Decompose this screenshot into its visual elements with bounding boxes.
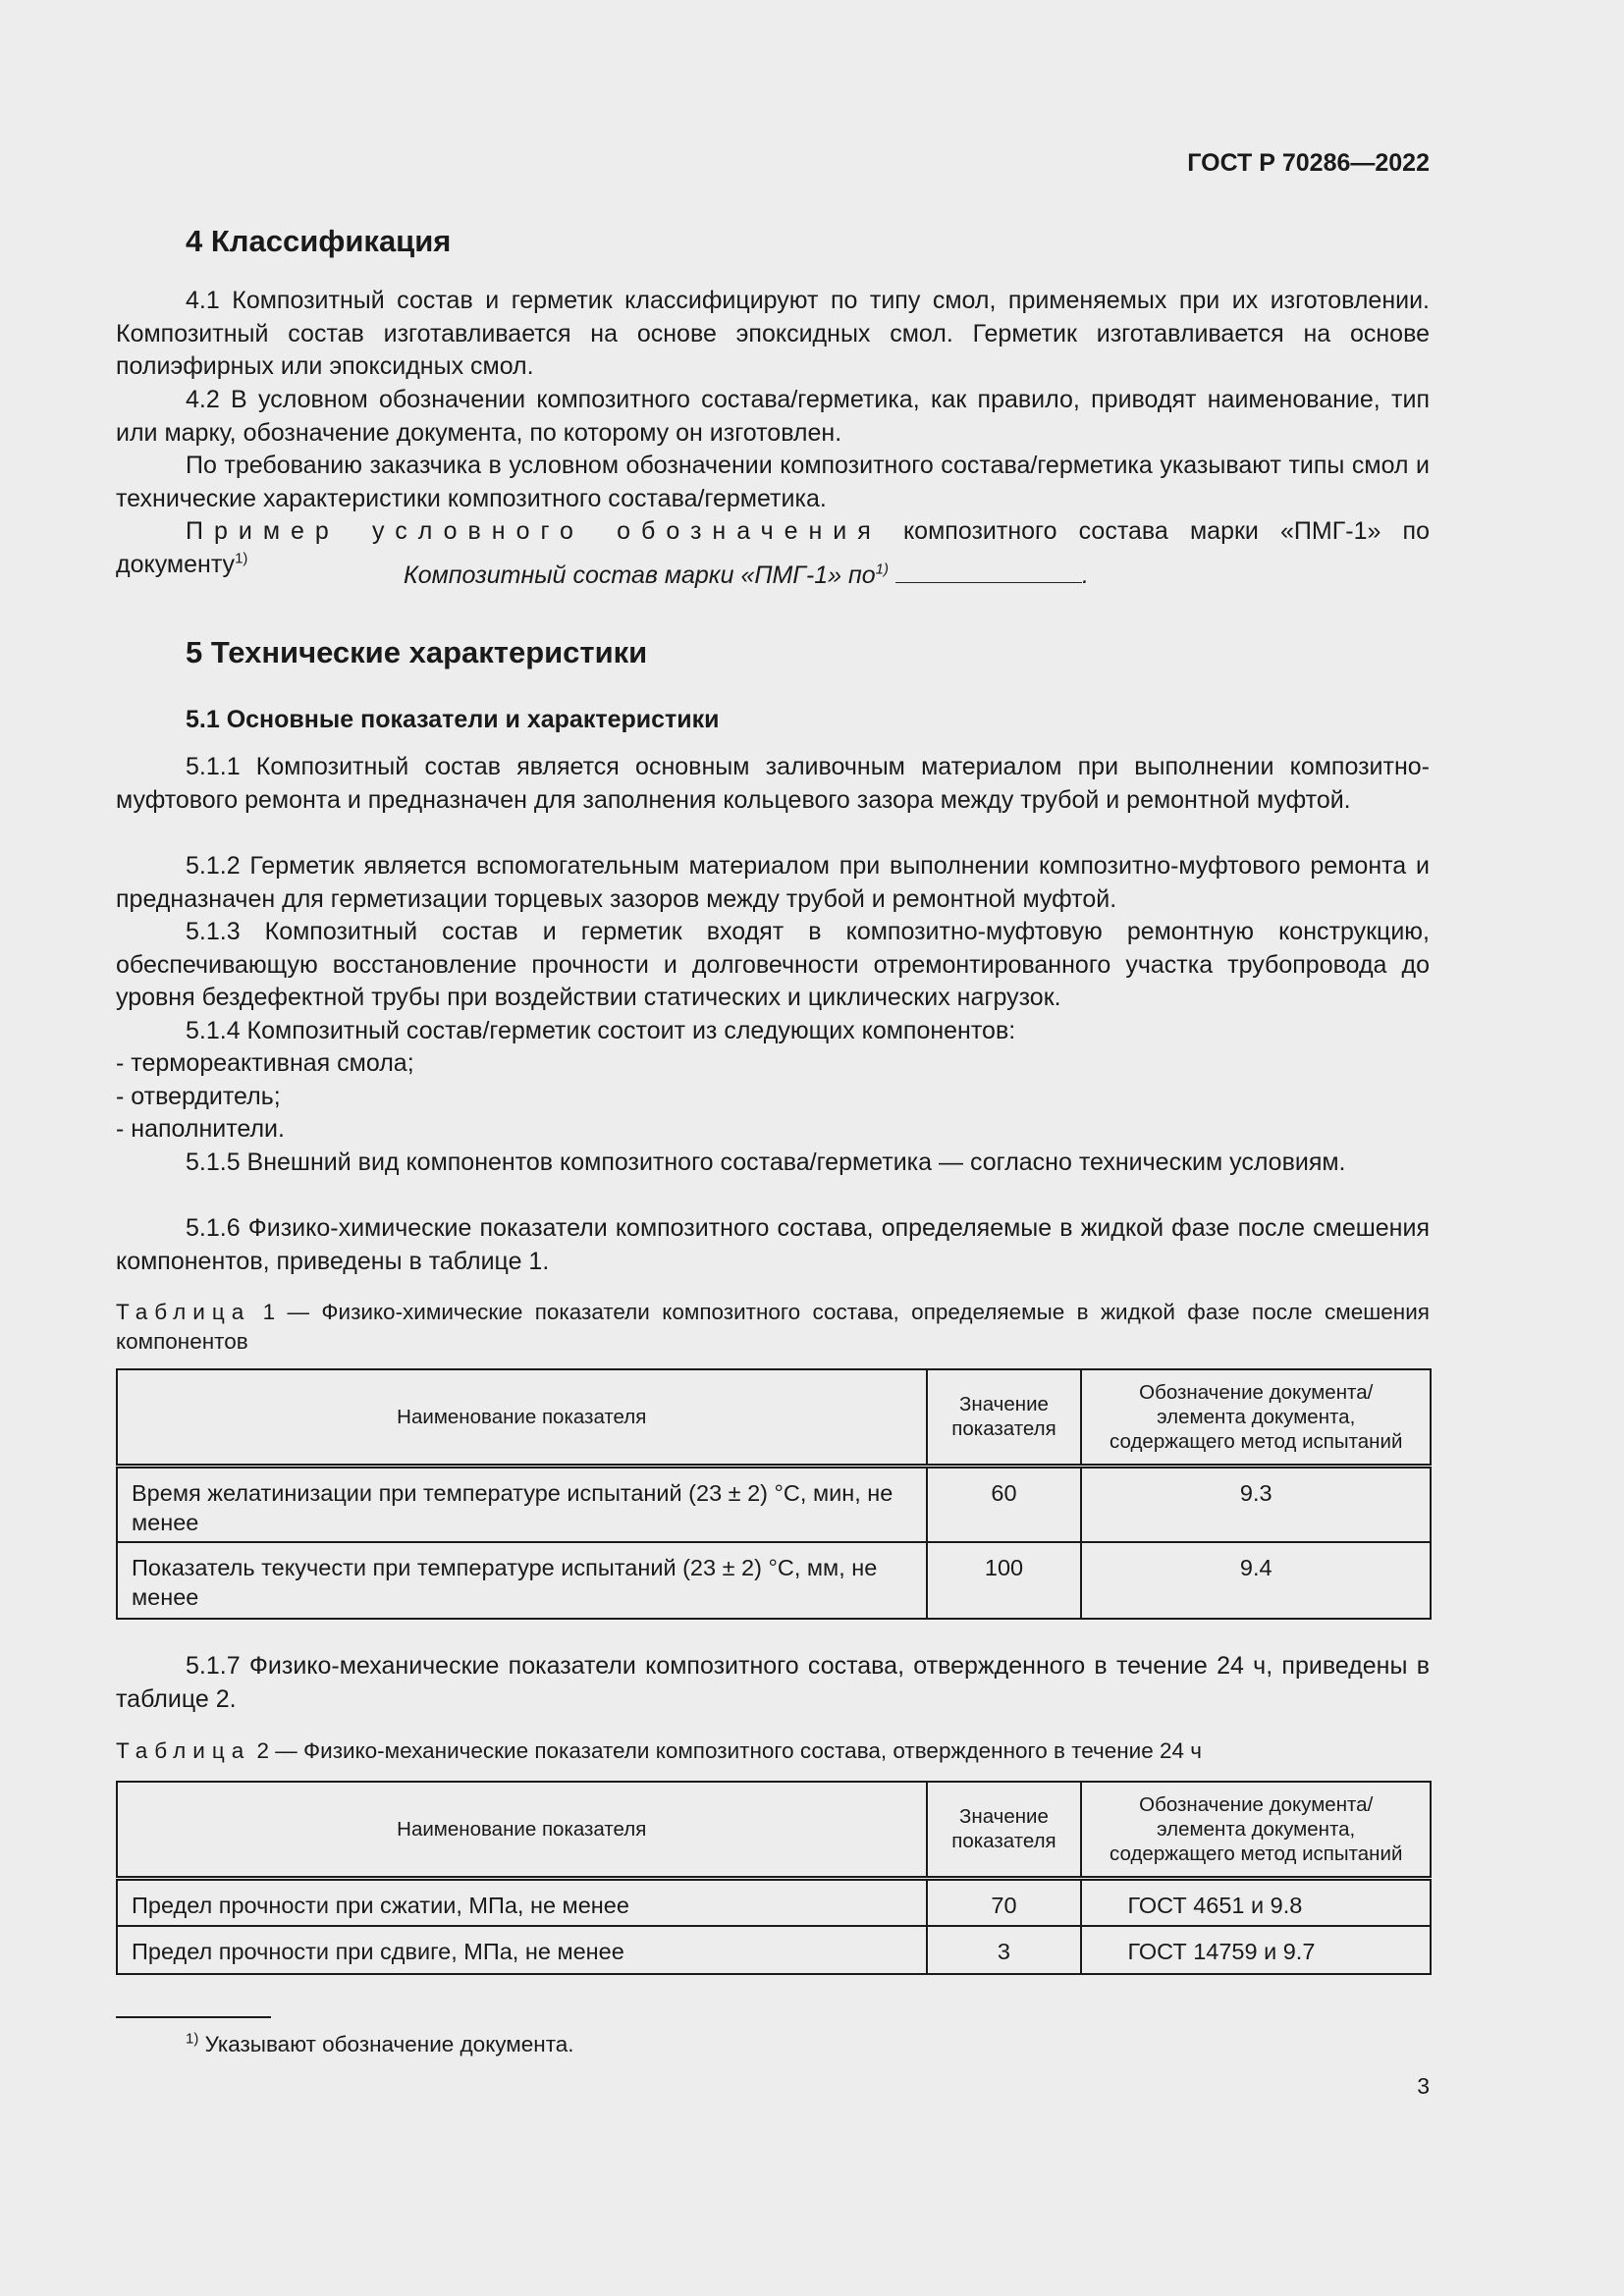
table-cell: 100 xyxy=(927,1542,1082,1619)
list-item: - термореактивная смола; xyxy=(116,1049,414,1077)
paragraph-5-1-6: 5.1.6 Физико-химические показатели композитного состава, определяемые в жидкой фазе после смешения компонентов, приведены в таблице 1. xyxy=(116,1214,1430,1275)
blank-line xyxy=(895,561,1082,583)
caption-label: Таблица xyxy=(116,1738,251,1763)
example-line-end: . xyxy=(1081,561,1089,589)
paragraph-4-1: 4.1 Композитный состав и герметик классифицируют по типу смол, применяемых при их изготовлении. Композитный состав изготавливается на основе эпоксидных смол. Герметик изготавливается на основе полиэфирных или эпоксидных смол. xyxy=(116,287,1430,380)
table-cell: Время желатинизации при температуре испытаний (23 ± 2) °С, мин, не менее xyxy=(117,1466,927,1542)
paragraph-5-1-5: 5.1.5 Внешний вид компонентов композитного состава/герметика — согласно техническим условиям. xyxy=(186,1148,1346,1176)
table-cell: ГОСТ 14759 и 9.7 xyxy=(1081,1926,1431,1974)
table-row xyxy=(117,1926,1431,1974)
table-cell: Предел прочности при сдвиге, МПа, не менее xyxy=(117,1926,927,1974)
column-header: Обозначение документа/ элемента документа, содержащего метод испытаний xyxy=(1081,1369,1431,1466)
section-4-title: 4 Классификация xyxy=(186,224,452,258)
footnote-separator xyxy=(116,2016,271,2018)
example-text: композитного состава марки «ПМГ-1» по документу xyxy=(116,517,1430,578)
caption-label: Таблица xyxy=(116,1300,251,1324)
paragraph-5-1-7: 5.1.7 Физико-механические показатели композитного состава, отвержденного в течение 24 ч, приведены в таблице 2. xyxy=(116,1652,1430,1713)
table-row xyxy=(117,1466,1431,1542)
page-number: 3 xyxy=(1417,2073,1430,2099)
footnote-mark: 1) xyxy=(186,2030,199,2048)
document-code: ГОСТ Р 70286—2022 xyxy=(1187,149,1430,177)
caption-text: 2 — Физико-механические показатели композитного состава, отвержденного в течение 24 ч xyxy=(256,1738,1203,1763)
column-header: Наименование показателя xyxy=(117,1369,927,1466)
footnote-ref: 1) xyxy=(875,561,889,578)
table-cell: ГОСТ 4651 и 9.8 xyxy=(1081,1878,1431,1926)
table-1-caption xyxy=(116,1298,1430,1357)
column-header: Обозначение документа/ элемента документа, содержащего метод испытаний xyxy=(1081,1782,1431,1878)
paragraph-5-1-4: 5.1.4 Композитный состав/герметик состоит из следующих компонентов: xyxy=(186,1017,1016,1044)
list-item: - наполнители. xyxy=(116,1115,285,1143)
column-header: Наименование показателя xyxy=(117,1782,927,1878)
table-2 xyxy=(116,1781,1432,1975)
footnote xyxy=(186,2032,574,2057)
table-row xyxy=(117,1542,1431,1619)
list-item: - отвердитель; xyxy=(116,1083,281,1110)
table-cell: 3 xyxy=(927,1926,1082,1974)
example-line-text: Композитный состав марки «ПМГ-1» по xyxy=(404,561,876,589)
table-cell: 9.4 xyxy=(1081,1542,1431,1619)
table-2-caption xyxy=(116,1736,1430,1766)
subsection-5-1-title: 5.1 Основные показатели и характеристики xyxy=(186,706,720,733)
caption-text: 1 — Физико-химические показатели композитного состава, определяемые в жидкой фазе после смешения компонентов xyxy=(116,1300,1430,1354)
paragraph-customer-request: По требованию заказчика в условном обозначении композитного состава/герметика указывают типы смол и технические характеристики композитного состава/герметика. xyxy=(116,452,1430,512)
table-cell: Предел прочности при сжатии, МПа, не менее xyxy=(117,1878,927,1926)
column-header: Значение показателя xyxy=(927,1369,1082,1466)
paragraph-5-1-1: 5.1.1 Композитный состав является основным заливочным материалом при выполнении композитно-муфтового ремонта и предназначен для заполнения кольцевого зазора между трубой и ремонтной муфтой. xyxy=(116,753,1430,814)
table-row xyxy=(117,1878,1431,1926)
table-cell: 9.3 xyxy=(1081,1466,1431,1542)
paragraph-5-1-2: 5.1.2 Герметик является вспомогательным материалом при выполнении композитно-муфтового ремонта и предназначен для герметизации торцевых зазоров между трубой и ремонтной муфтой. xyxy=(116,852,1430,913)
table-1 xyxy=(116,1368,1432,1620)
footnote-ref: 1) xyxy=(235,550,248,567)
column-header: Значение показателя xyxy=(927,1782,1082,1878)
example-line xyxy=(404,561,1089,590)
example-label: Пример условного обозначения xyxy=(186,517,882,545)
paragraph-5-1-3: 5.1.3 Композитный состав и герметик входят в композитно-муфтовую ремонтную конструкцию, обеспечивающую восстановление прочности и долговечности отремонтированного участка трубопровода до уровня бездефектной трубы при воздействии статических и циклических нагрузок. xyxy=(116,918,1430,1011)
table-header-row xyxy=(117,1782,1431,1878)
table-cell: 60 xyxy=(927,1466,1082,1542)
table-cell: 70 xyxy=(927,1878,1082,1926)
section-5-title: 5 Технические характеристики xyxy=(186,635,648,669)
footnote-text: Указывают обозначение документа. xyxy=(204,2032,574,2056)
table-cell: Показатель текучести при температуре испытаний (23 ± 2) °С, мм, не менее xyxy=(117,1542,927,1619)
table-header-row xyxy=(117,1369,1431,1466)
paragraph-4-2: 4.2 В условном обозначении композитного состава/герметика, как правило, приводят наименование, тип или марку, обозначение документа, по которому он изготовлен. xyxy=(116,386,1430,447)
